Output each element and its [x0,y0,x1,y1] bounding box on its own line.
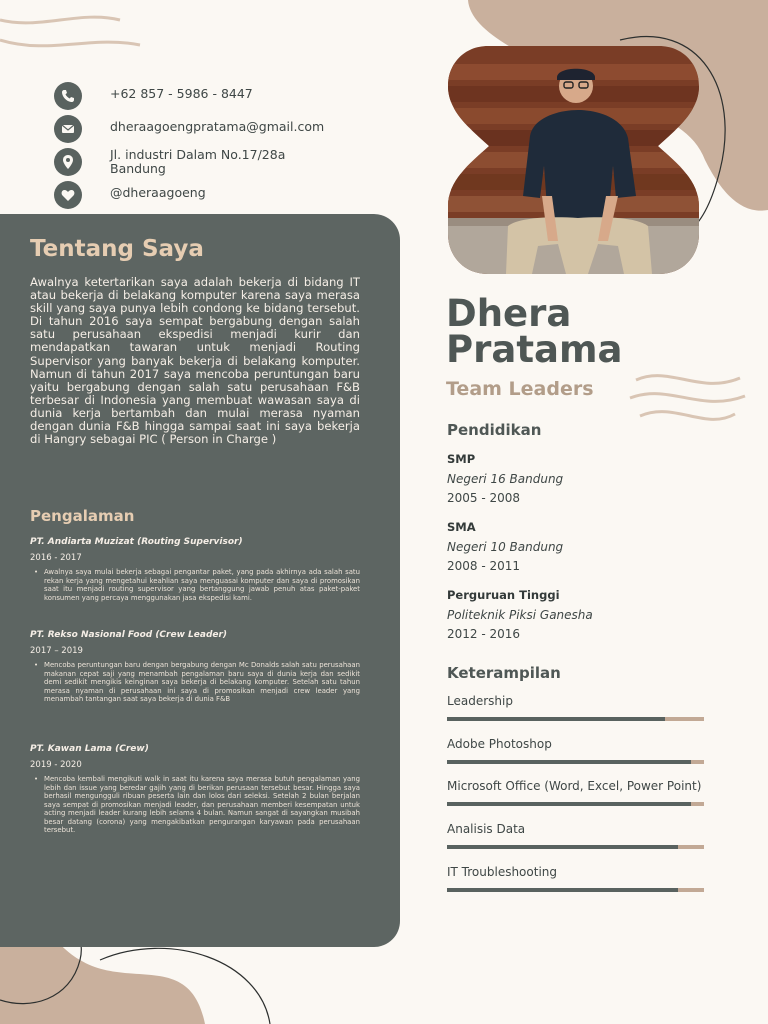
skill-fill [447,802,691,806]
skills-title: Keterampilan [447,664,561,682]
job-item [30,744,360,835]
skill-bar [447,760,704,764]
skill-item [447,737,747,751]
last-name: Pratama [446,328,623,371]
skill-fill [447,717,665,721]
phone-number: +62 857 - 5986 - 8447 [110,86,253,101]
contact-phone[interactable] [54,82,253,110]
skill-fill [447,888,678,892]
profile-photo [448,46,699,274]
skill-bar [447,888,704,892]
job-years: 2017 – 2019 [30,646,83,656]
education-item [447,520,737,573]
job-item [30,630,360,704]
phone-icon [54,82,82,110]
skill-name: Adobe Photoshop [447,737,552,751]
job-title: PT. Rekso Nasional Food (Crew Leader) [30,630,228,640]
skill-name: Leadership [447,694,513,708]
skill-item [447,822,747,836]
contact-social[interactable] [54,181,206,209]
skill-name: Microsoft Office (Word, Excel, Power Point) [447,779,702,793]
job-description: • Awalnya saya mulai bekerja sebagai pengantar paket, yang pada akhirnya ada salah satu rekan kerja yang mengetahui keahlian saya menguasai komputer dan saya di promosikan saat itu menjadi routing supervisor yang bertanggung jawab penuh atas paket-paket konsumen yang percaya menggunakan jasa ekspedisi kami. [30,568,360,602]
job-title: PT. Andiarta Muzizat (Routing Supervisor) [30,537,243,547]
skill-name: IT Troubleshooting [447,865,558,879]
skill-fill [447,760,691,764]
education-item [447,452,737,505]
mail-icon [54,115,82,143]
full-name [446,292,623,371]
job-years: 2016 - 2017 [30,553,82,563]
education-item [447,588,737,641]
education-school: Politeknik Piksi Ganesha [447,608,593,622]
contact-email[interactable] [54,115,324,143]
education-level: Perguruan Tinggi [447,588,560,602]
about-text: Awalnya ketertarikan saya adalah bekerja di bidang IT atau bekerja di belakang komputer karena saya merasa skill yang saya punya lebih condong ke bidang tersebut. Di tahun 2016 saya sempat bergabung dengan salah satu perusahaan ekspedisi menjadi kurir dan mendapatkan tawaran untuk menjadi Routing Supervisor yang banyak bekerja di belakang komputer. Namun di tahun 2017 saya mencoba peruntungan baru yaitu bergabung dengan salah satu perusahaan F&B terbesar di Indonesia yang membuat wawasan saya di dunia kerja bertambah dan mulai merasa nyaman dengan dunia F&B hingga sampai saat ini saya bekerja di Hangry sebagai PIC ( Person in Charge ) [30,275,360,447]
job-item [30,537,360,602]
education-level: SMP [447,452,476,466]
contact-address [54,148,285,176]
job-description: • Mencoba peruntungan baru dengan bergabung dengan Mc Donalds salah satu perusahaan makanan cepat saji yang menambah pengalaman baru saya di dunia kerja dan sedikit demi sedikit mengikis keinginan saya bekerja di belakang komputer. Setelah satu tahun merasa nyaman di perusahaan ini saya di promosikan menjadi crew leader yang menambah tantangan saat saya bekerja di dunia F&B [30,661,360,704]
education-level: SMA [447,520,476,534]
address-line-2: Bandung [110,161,166,176]
email-address: dheraagoengpratama@gmail.com [110,119,325,134]
job-title: PT. Kawan Lama (Crew) [30,744,149,754]
skill-bar [447,717,704,721]
job-years: 2019 - 2020 [30,760,82,770]
education-years: 2008 - 2011 [447,559,521,573]
job-role: Team Leaders [446,378,594,400]
skill-bar [447,802,704,806]
skill-bar [447,845,704,849]
skill-item [447,694,747,708]
education-school: Negeri 16 Bandung [447,472,564,486]
skill-item [447,865,747,879]
heart-icon [54,181,82,209]
skill-fill [447,845,678,849]
education-school: Negeri 10 Bandung [447,540,564,554]
address-line-1: Jl. industri Dalam No.17/28a [110,147,286,162]
skill-item [447,779,747,793]
location-pin-icon [54,148,82,176]
skill-name: Analisis Data [447,822,526,836]
education-title: Pendidikan [447,421,542,439]
first-name: Dhera [446,292,572,335]
education-years: 2012 - 2016 [447,627,521,641]
experience-title: Pengalaman [30,507,135,525]
about-title: Tentang Saya [30,236,204,262]
education-years: 2005 - 2008 [447,491,521,505]
social-handle: @dheraagoeng [110,185,206,200]
address [110,148,285,176]
job-description: • Mencoba kembali mengikuti walk in saat itu karena saya merasa butuh pengalaman yang lebih dan issue yang beredar gajih yang di berikan perusaan tersebut besar. Hingga saya berhasil mengungguli ribuan peserta lain dan lolos dari seleksi. Setelah 2 bulan berjalan saya sempat di promosikan menjadi leader, dan perusahaan memberi kesempatan untuk acting menjadi leader kurang lebih selama 4 bulan. Namun sangat di sayangkan musibah besar datang (corona) yang mengakibatkan pengurangan karyawan pada perusahaan tersebut. [30,775,360,835]
